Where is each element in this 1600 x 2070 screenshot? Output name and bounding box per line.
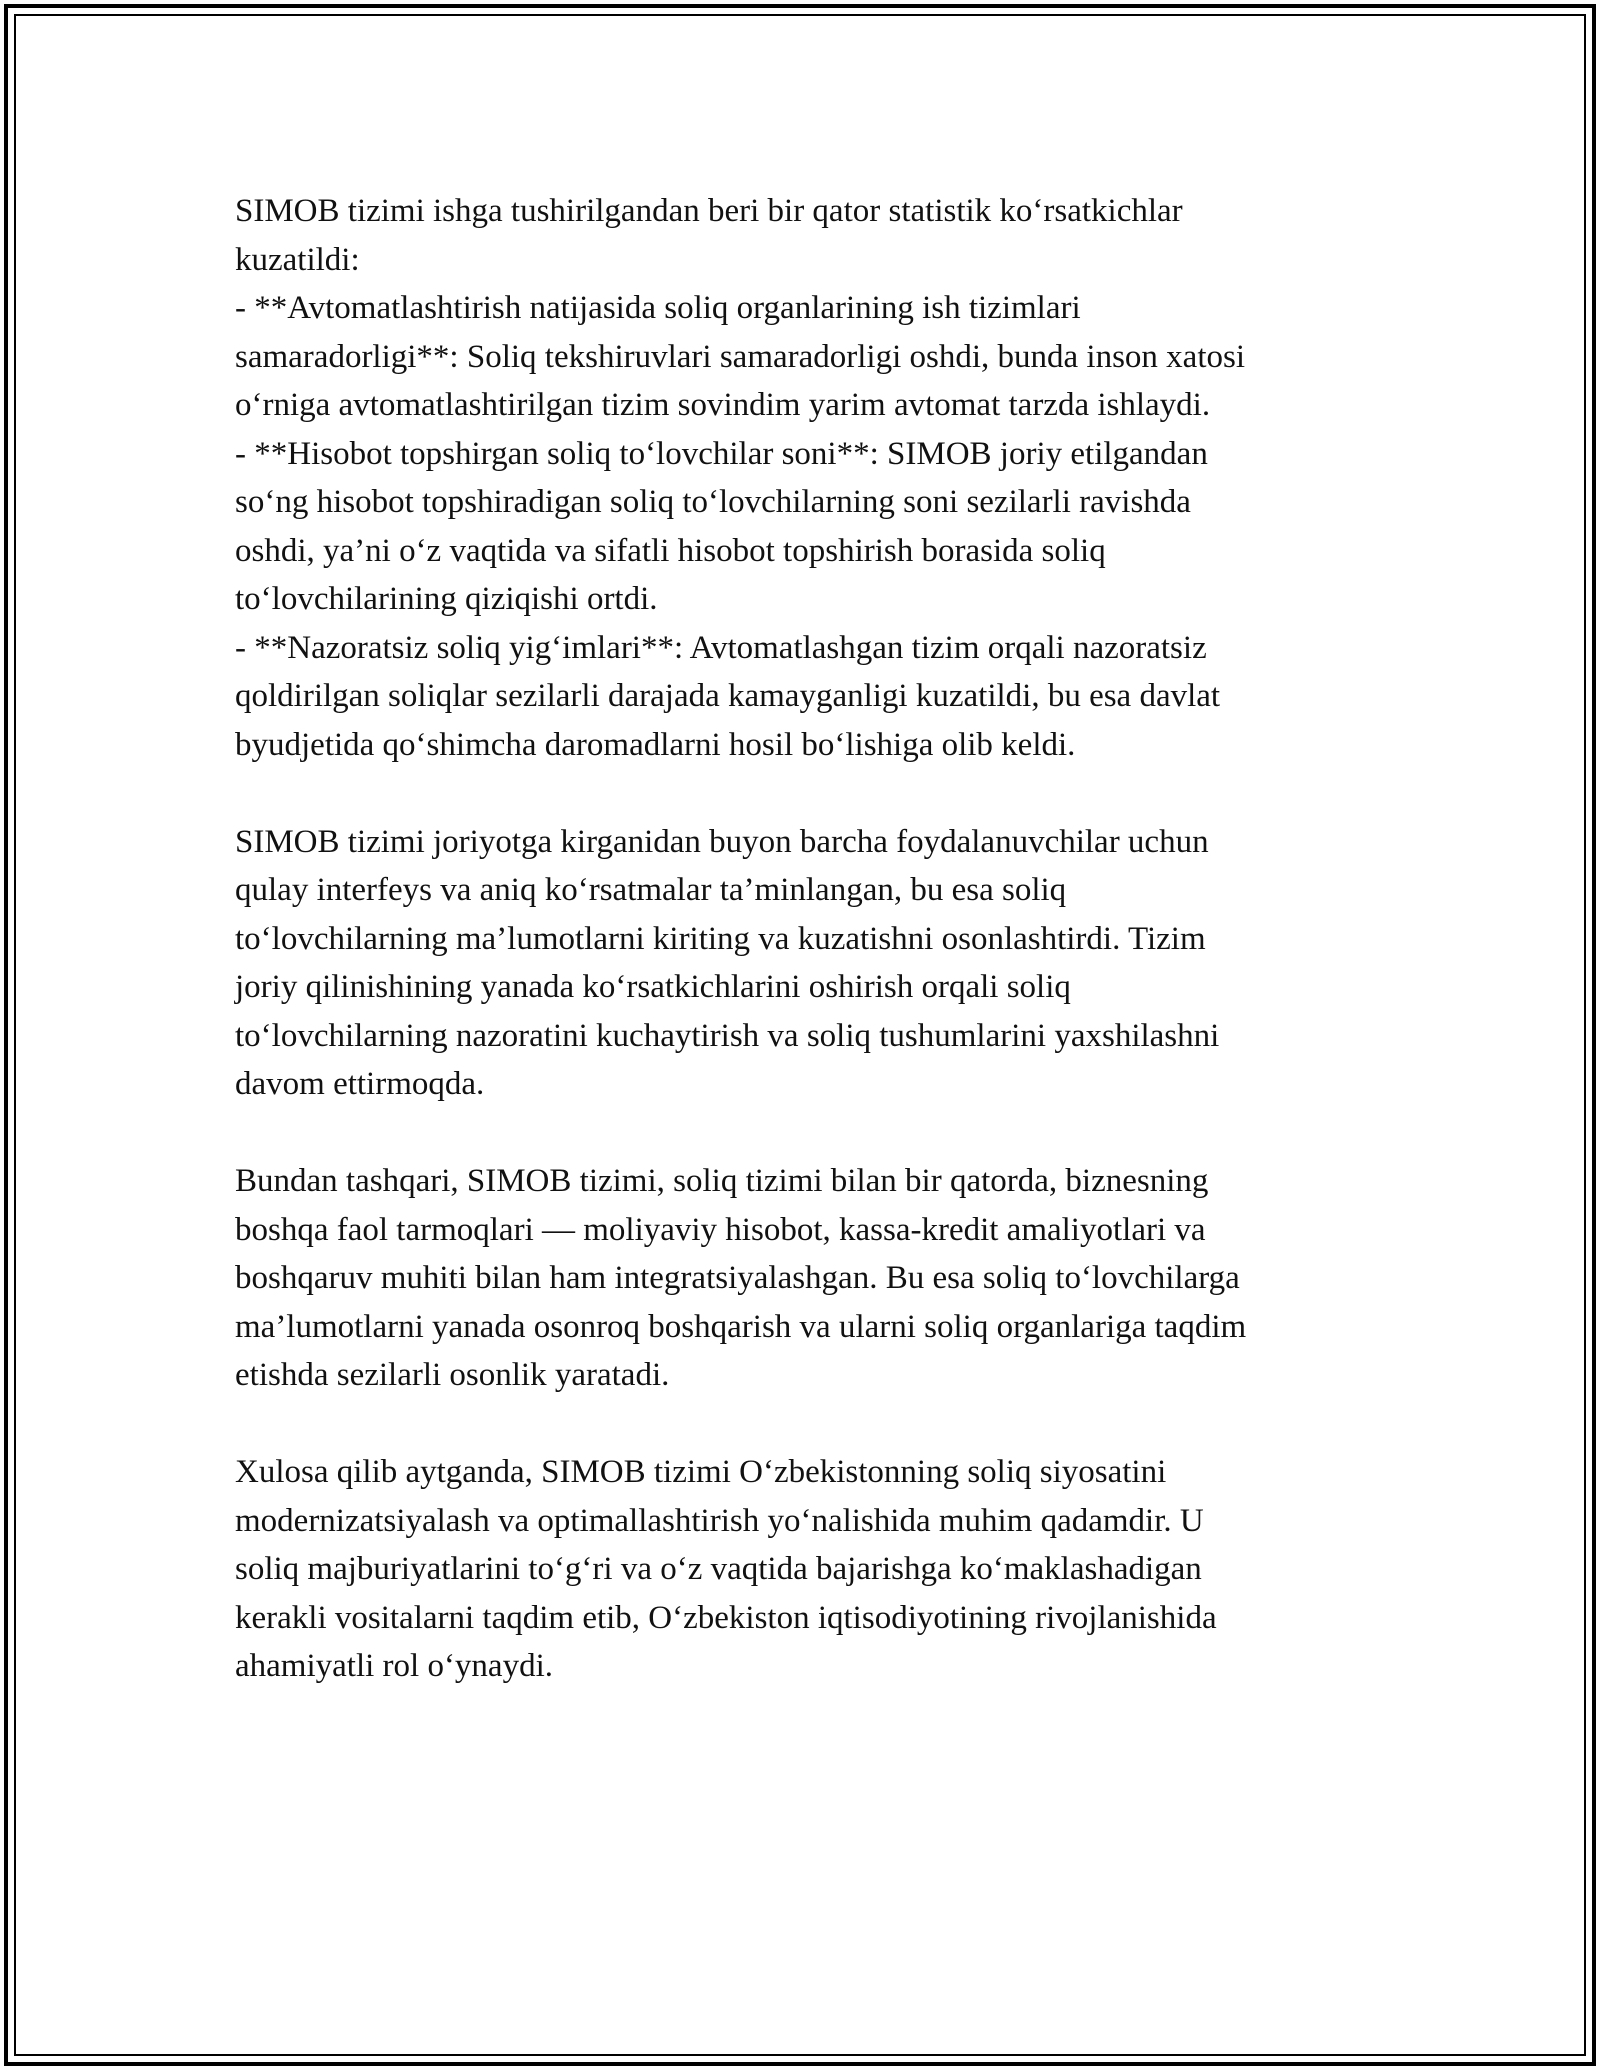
text-line: davom ettirmoqda. [235, 1066, 485, 1102]
paragraph-interface [235, 818, 1375, 1109]
text-line: qoldirilgan soliqlar sezilarli darajada kamayganligi kuzatildi, bu esa davlat [235, 678, 1221, 714]
text-line: samaradorligi**: Soliq tekshiruvlari samaradorligi oshdi, bunda inson xatosi [235, 338, 1246, 375]
text-line: - **Nazoratsiz soliq yig‘imlari**: Avtomatlashgan tizim orqali nazoratsiz [235, 629, 1207, 666]
text-line: o‘rniga avtomatlashtirilgan tizim sovindim yarim avtomat tarzda ishlaydi. [235, 387, 1211, 423]
text-line: modernizatsiyalash va optimallashtirish yo‘nalishida muhim qadamdir. U [235, 1502, 1204, 1539]
text-line: - **Avtomatlashtirish natijasida soliq organlarining ish tizimlari [235, 290, 1081, 326]
paragraph-integration [235, 1157, 1375, 1400]
paragraph-statistics [235, 187, 1375, 769]
text-line: SIMOB tizimi ishga tushirilgandan beri bir qator statistik ko‘rsatkichlar [235, 193, 1183, 229]
text-line: joriy qilinishining yanada ko‘rsatkichlarini oshirish orqali soliq [235, 969, 1071, 1005]
text-line: oshdi, ya’ni o‘z vaqtida va sifatli hisobot topshirish borasida soliq [235, 532, 1106, 569]
text-line: to‘lovchilarining qiziqishi ortdi. [235, 581, 658, 617]
text-line: SIMOB tizimi joriyotga kirganidan buyon barcha foydalanuvchilar uchun [235, 823, 1209, 860]
text-line: byudjetida qo‘shimcha daromadlarni hosil bo‘lishiga olib keldi. [235, 726, 1076, 763]
paragraph-conclusion [235, 1448, 1375, 1691]
text-line: Bundan tashqari, SIMOB tizimi, soliq tizimi bilan bir qatorda, biznesning [235, 1163, 1209, 1199]
text-line: so‘ng hisobot topshiradigan soliq to‘lovchilarning soni sezilarli ravishda [235, 484, 1191, 520]
text-line: to‘lovchilarning ma’lumotlarni kiriting va kuzatishni osonlashtirdi. Tizim [235, 920, 1206, 957]
text-line: kuzatildi: [235, 241, 360, 278]
text-line: boshqaruv muhiti bilan ham integratsiyalashgan. Bu esa soliq to‘lovchilarga [235, 1260, 1240, 1296]
text-line: ma’lumotlarni yanada osonroq boshqarish va ularni soliq organlariga taqdim [235, 1308, 1247, 1345]
text-line: to‘lovchilarning nazoratini kuchaytirish va soliq tushumlarini yaxshilashni [235, 1017, 1220, 1054]
text-line: Xulosa qilib aytganda, SIMOB tizimi O‘zbekistonning soliq siyosatini [235, 1454, 1167, 1490]
text-line: ahamiyatli rol o‘ynaydi. [235, 1648, 553, 1684]
text-line: soliq majburiyatlarini to‘g‘ri va o‘z vaqtida bajarishga ko‘maklashadigan [235, 1551, 1202, 1587]
text-line: boshqa faol tarmoqlari — moliyaviy hisobot, kassa-kredit amaliyotlari va [235, 1211, 1206, 1248]
document-body [235, 187, 1375, 1739]
text-line: - **Hisobot topshirgan soliq to‘lovchilar soni**: SIMOB joriy etilgandan [235, 435, 1208, 472]
text-line: etishda sezilarli osonlik yaratadi. [235, 1357, 670, 1393]
text-line: qulay interfeys va aniq ko‘rsatmalar ta’minlangan, bu esa soliq [235, 872, 1067, 908]
text-line: kerakli vositalarni taqdim etib, O‘zbekiston iqtisodiyotining rivojlanishida [235, 1599, 1217, 1636]
